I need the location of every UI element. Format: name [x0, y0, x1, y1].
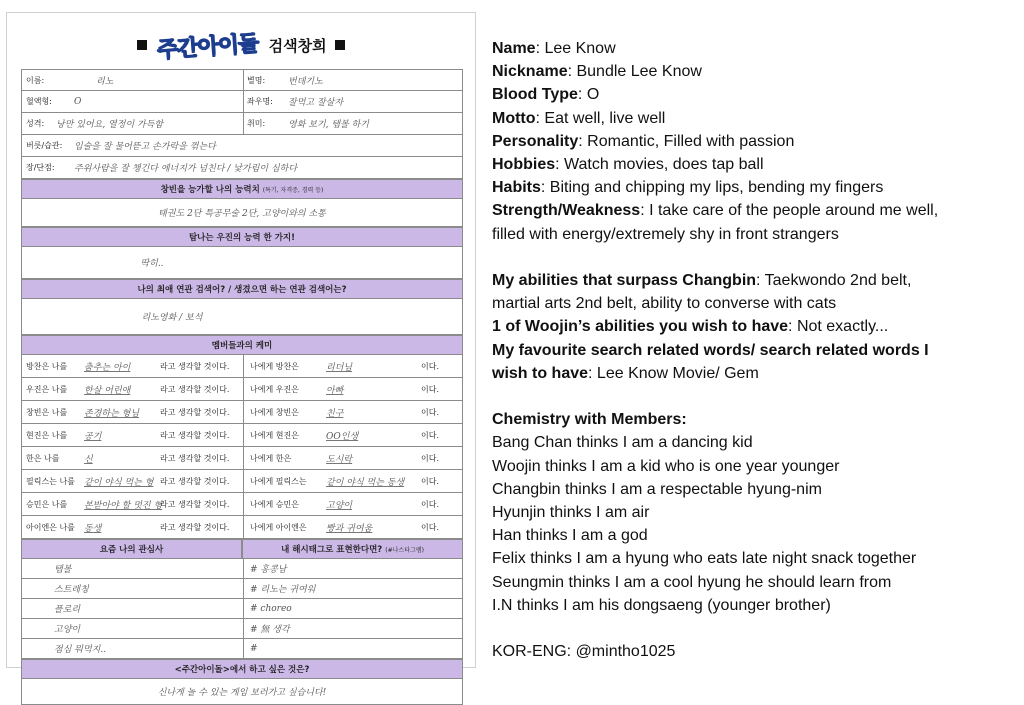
chem-left-post: 라고 생각할 것이다.	[160, 407, 230, 417]
chem-right-value: 아빠	[326, 385, 344, 396]
tr-chem-lines	[492, 431, 1018, 617]
tr-chem-line: Bang Chan thinks I am a dancing kid	[492, 434, 753, 452]
section-woojin-header	[21, 227, 463, 247]
motto-label: 좌우명:	[247, 97, 273, 106]
tr-chem-line: Felix thinks I am a hyung who eats late night snack together	[492, 550, 917, 568]
chemistry-row	[21, 378, 463, 401]
chem-right-post: 이다.	[421, 384, 439, 394]
interest-row	[21, 599, 463, 619]
section-woojin-title: 탐나는 우진의 능력 한 가지!	[188, 233, 296, 243]
interest-item: 플로리	[54, 605, 81, 615]
chem-left-post: 라고 생각할 것이다.	[160, 361, 230, 371]
name-value: 리노	[96, 76, 114, 87]
interest-item: 탭볼	[54, 565, 72, 575]
chem-left-pre: 필릭스는 나를	[26, 476, 75, 486]
tr-abilities: My abilities that surpass Changbin: Taekwondo 2nd belt,	[492, 272, 912, 290]
chem-left-post: 라고 생각할 것이다.	[160, 453, 230, 463]
interest-title: 요즘 나의 관심사	[99, 545, 164, 555]
chem-left-pre: 승민은 나를	[26, 499, 68, 509]
hashtag-item: # 홍콩남	[250, 565, 287, 575]
section-final-answer-box	[21, 679, 463, 705]
chem-left-post: 라고 생각할 것이다.	[160, 384, 230, 394]
interest-row	[21, 639, 463, 659]
chemistry-row	[21, 401, 463, 424]
strength-value: 주위사람을 잘 챙긴다 에너지가 넘친다 / 낯가림이 심하다	[74, 164, 298, 174]
personality-label: 성격:	[26, 119, 45, 128]
chem-right-pre: 나에게 창빈은	[250, 407, 299, 417]
section-abilities-answer-box	[21, 199, 463, 227]
chem-left-value: 춤추는 아이	[84, 362, 131, 373]
tr-strength-cont: filled with energy/extremely shy in front strangers	[492, 225, 839, 243]
tr-chem-line: Changbin thinks I am a respectable hyung-nim	[492, 480, 822, 498]
weekly-idol-logo: 주간아이돌	[156, 30, 260, 63]
section-search-answer-box	[21, 299, 463, 335]
interest-item: 점심 뭐먹지..	[54, 645, 107, 655]
chem-left-pre: 현진은 나를	[26, 430, 68, 440]
chem-left-post: 라고 생각할 것이다.	[160, 522, 230, 532]
hashtag-header	[242, 539, 463, 559]
tr-search-cont: wish to have: Lee Know Movie/ Gem	[492, 364, 759, 382]
chemistry-row	[21, 516, 463, 539]
chem-right-pre: 나에게 현진은	[250, 430, 299, 440]
section-abilities-answer: 태권도 2단 특공무술 2단, 고양이와의 소통	[158, 209, 326, 219]
section-final-header	[21, 659, 463, 679]
strength-label: 장/단점:	[26, 163, 55, 172]
tr-chem-title: Chemistry with Members:	[492, 411, 687, 429]
profile-form-image	[6, 12, 476, 698]
nickname-value: 번데기노	[288, 76, 323, 87]
interest-item: 스트레칭	[54, 585, 89, 595]
motto-value: 잘먹고 잘살자	[288, 98, 344, 108]
hashtag-item: # 無 생각	[250, 625, 290, 635]
chem-right-value: 리더님	[326, 362, 353, 373]
tr-woojin: 1 of Woojin’s abilities you wish to have: Not exactly...	[492, 318, 889, 336]
chem-left-value: 신	[84, 454, 93, 465]
chem-left-post: 라고 생각할 것이다.	[160, 430, 230, 440]
tr-hobbies: Hobbies: Watch movies, does tap ball	[492, 156, 764, 174]
tr-strength: Strength/Weakness: I take care of the people around me well,	[492, 202, 939, 220]
square-bullet-icon	[137, 40, 147, 50]
chem-right-pre: 나에게 필릭스는	[250, 476, 307, 486]
tr-habits: Habits: Biting and chipping my lips, bending my fingers	[492, 179, 884, 197]
section-abilities-note: (특기, 자격증, 경력 등)	[262, 186, 324, 194]
chem-left-value: 공기	[84, 431, 102, 442]
personality-value: 낭만 있어요, 열정이 가득함	[56, 120, 164, 130]
chem-left-value: 같이 야식 먹는 형	[84, 477, 154, 488]
hobby-value: 영화 보기, 탭볼 하기	[288, 120, 369, 130]
tr-chem-line: Seungmin thinks I am a cool hyung he should learn from	[492, 573, 892, 591]
chemistry-row	[21, 470, 463, 493]
section-final-title: <주간아이돌>에서 하고 싶은 것은?	[174, 665, 310, 675]
interest-header	[21, 539, 242, 559]
chem-left-value: 본받아야 할 멋진 형	[84, 500, 163, 511]
chem-right-post: 이다.	[421, 476, 439, 486]
form-row-blood	[21, 91, 463, 113]
tr-chem-line: I.N thinks I am his dongsaeng (younger brother)	[492, 596, 831, 614]
form-row-personality	[21, 113, 463, 135]
chem-right-pre: 나에게 우진은	[250, 384, 299, 394]
chem-right-value: 도시락	[326, 454, 353, 465]
chem-left-pre: 아이엔은 나를	[26, 522, 75, 532]
form-row-name	[21, 69, 463, 91]
chem-right-value: 고양이	[326, 500, 353, 511]
tr-blood: Blood Type: O	[492, 86, 600, 104]
form-header	[7, 19, 475, 71]
chem-right-value: OO인생	[326, 431, 359, 442]
hashtag-title: 내 해시태그로 표현한다면?	[281, 545, 383, 555]
form-row-strength	[21, 157, 463, 179]
section-search-answer: 리노영화 / 보석	[141, 313, 203, 323]
chem-right-pre: 나에게 아이엔은	[250, 522, 307, 532]
form-row-habit	[21, 135, 463, 157]
chem-right-value: 같이 야식 먹는 동생	[326, 477, 405, 488]
chem-right-post: 이다.	[421, 522, 439, 532]
section-chemistry-header	[21, 335, 463, 355]
tr-search: My favourite search related words/ search related words I	[492, 341, 929, 359]
chem-right-pre: 나에게 방찬은	[250, 361, 299, 371]
chem-right-post: 이다.	[421, 407, 439, 417]
section-search-title: 나의 최애 연관 검색어? / 생겼으면 하는 연관 검색어는?	[137, 285, 347, 295]
chem-left-post: 라고 생각할 것이다.	[160, 476, 230, 486]
tr-motto: Motto: Eat well, live well	[492, 109, 666, 127]
chem-right-pre: 나에게 승민은	[250, 499, 299, 509]
interest-row	[21, 579, 463, 599]
hashtag-item: # choreo	[250, 603, 292, 614]
section-woojin-answer: 딱히..	[140, 259, 164, 269]
section-abilities-title: 창빈을 능가할 나의 능력치	[160, 185, 260, 195]
chem-right-post: 이다.	[421, 499, 439, 509]
chem-right-pre: 나에게 한은	[250, 453, 292, 463]
section-chemistry-title: 멤버들과의 케미	[211, 341, 273, 351]
hashtag-note: (#나스타그램)	[385, 546, 424, 554]
interest-row	[21, 559, 463, 579]
chem-left-value: 동생	[84, 523, 102, 534]
hashtag-item: # 리노는 귀여워	[250, 585, 316, 595]
chem-left-pre: 창빈은 나를	[26, 407, 68, 417]
chem-left-value: 존경하는 형님	[84, 408, 140, 419]
chem-left-post: 라고 생각할 것이다.	[160, 499, 230, 509]
tr-chem-line: Woojin thinks I am a kid who is one year younger	[492, 457, 840, 475]
chem-left-pre: 한은 나를	[26, 453, 60, 463]
blood-label: 혈액형:	[26, 97, 52, 106]
habit-value: 입술을 잘 물어뜯고 손가락을 꺾는다	[74, 142, 216, 152]
tr-name: Name: Lee Know	[492, 40, 616, 57]
chem-right-post: 이다.	[421, 361, 439, 371]
nickname-label: 별명:	[247, 75, 266, 85]
chemistry-row	[21, 355, 463, 378]
tr-personality: Personality: Romantic, Filled with passion	[492, 132, 795, 150]
interest-row	[21, 619, 463, 639]
chemistry-row	[21, 424, 463, 447]
chem-right-post: 이다.	[421, 453, 439, 463]
chem-right-value: 친구	[326, 408, 344, 419]
chemistry-row	[21, 447, 463, 470]
square-bullet-icon	[335, 40, 345, 50]
translation-text	[492, 37, 1018, 663]
hashtag-item: #	[250, 643, 258, 654]
section-search-header	[21, 279, 463, 299]
hobby-label: 취미:	[247, 119, 266, 128]
tr-abilities-cont: martial arts 2nd belt, ability to converse with cats	[492, 295, 837, 313]
chem-left-pre: 우진은 나를	[26, 384, 68, 394]
section-abilities-header	[21, 179, 463, 199]
chemistry-row	[21, 493, 463, 516]
interest-item: 고양이	[54, 625, 81, 635]
tr-credit: KOR-ENG: @mintho1025	[492, 643, 676, 661]
tr-chem-line: Han thinks I am a god	[492, 527, 648, 545]
tr-chem-line: Hyunjin thinks I am air	[492, 504, 650, 522]
section-woojin-answer-box	[21, 247, 463, 279]
chem-left-pre: 방찬은 나를	[26, 361, 68, 371]
habit-label: 버릇/습관:	[26, 141, 63, 150]
chem-right-value: 빵과 귀여움	[326, 523, 373, 534]
chem-right-post: 이다.	[421, 430, 439, 440]
tr-nickname: Nickname: Bundle Lee Know	[492, 63, 702, 81]
blood-value: O	[74, 96, 82, 107]
chem-left-value: 한살 어린애	[84, 385, 131, 396]
name-label: 이름:	[26, 75, 45, 85]
section-final-answer: 신나게 놀 수 있는 게임 보러가고 싶습니다!	[157, 688, 327, 698]
form-title: 검색창희	[268, 36, 327, 55]
